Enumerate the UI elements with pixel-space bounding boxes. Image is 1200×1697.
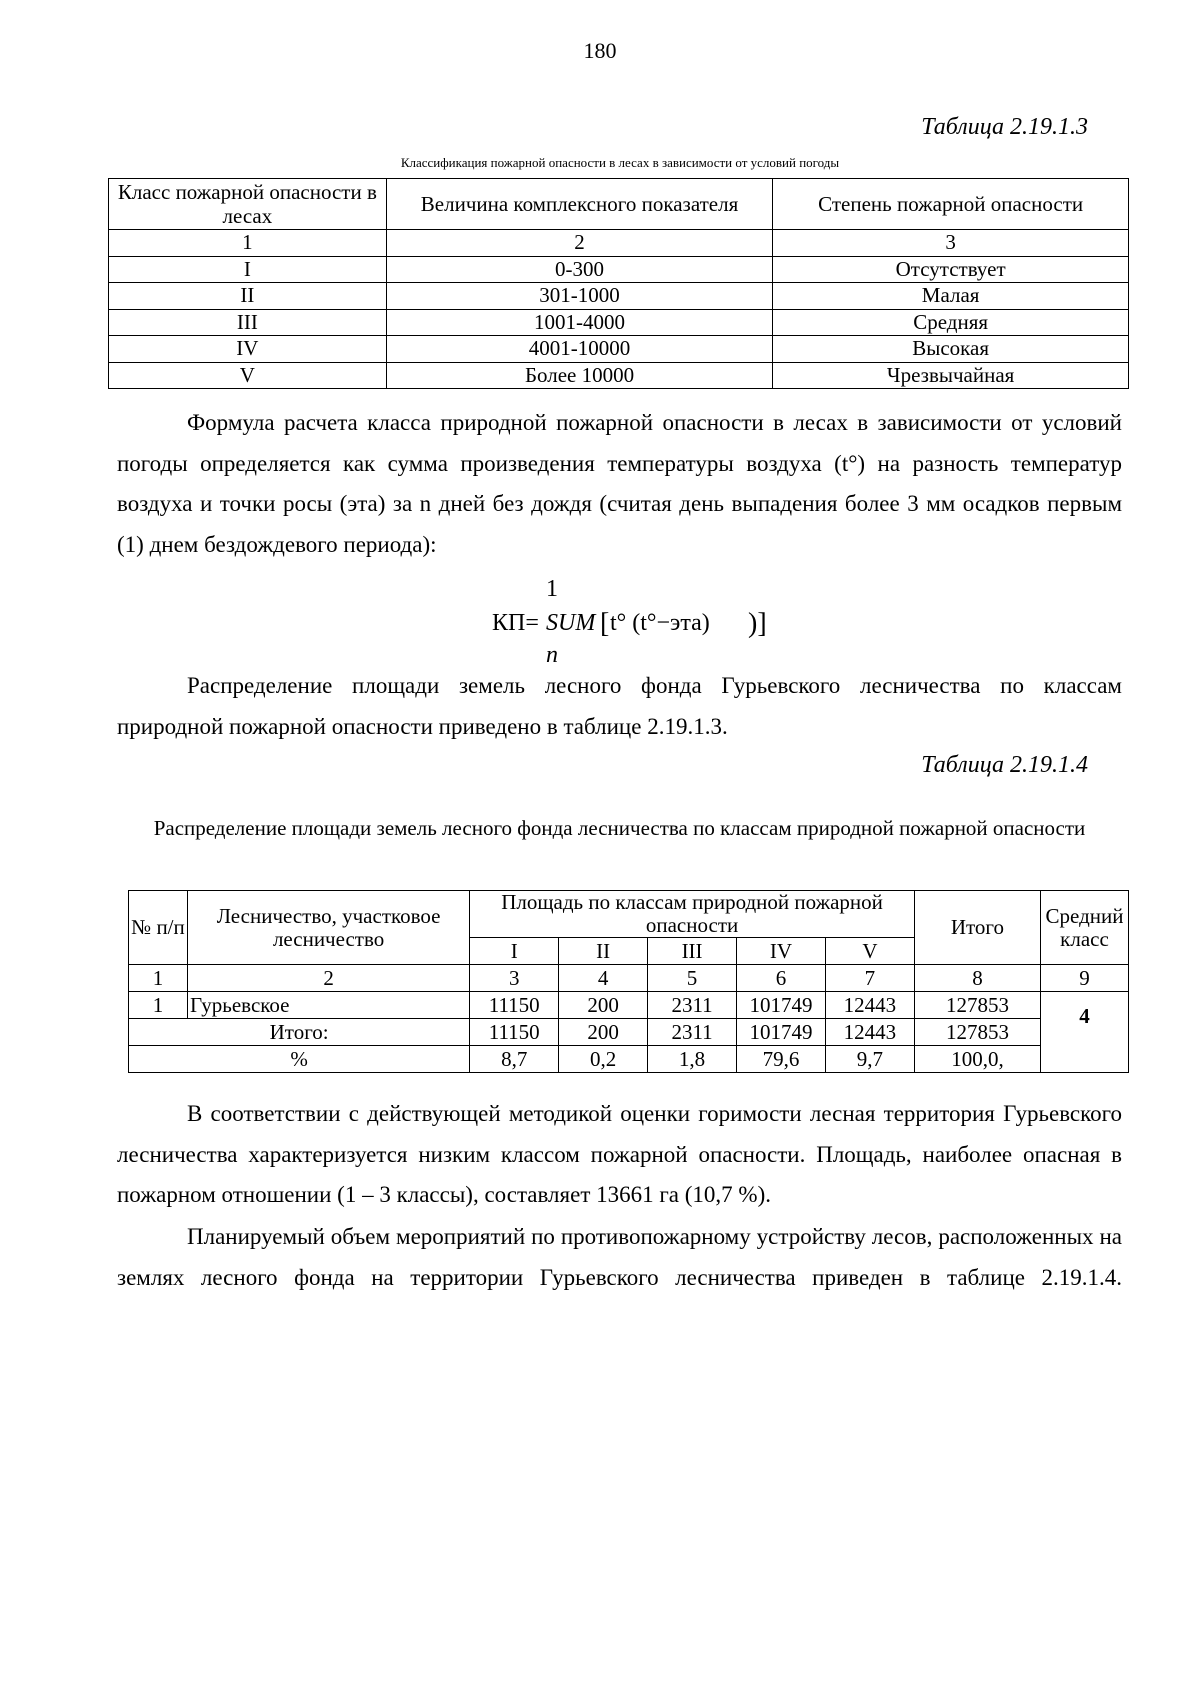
formula-upper-limit: 1 <box>546 576 558 602</box>
t1-cell-index: 301-1000 <box>386 283 772 310</box>
t1-cell-degree: Чрезвычайная <box>773 362 1129 389</box>
t2-row1-class-i: 11150 <box>470 992 559 1019</box>
t2-total-class-iii: 2311 <box>648 1019 737 1046</box>
t2-row1-name: Гурьевское <box>187 992 469 1019</box>
t2-total-class-i: 11150 <box>470 1019 559 1046</box>
table-row <box>129 1046 1129 1073</box>
t2-total-sum: 127853 <box>914 1019 1040 1046</box>
formula-bracket-close: )] <box>748 608 767 639</box>
t2-colnum: 1 <box>129 965 188 992</box>
page-number: 180 <box>583 38 617 63</box>
t1-cell-degree: Высокая <box>773 336 1129 363</box>
t2-total-class-iv: 101749 <box>737 1019 826 1046</box>
t2-row1-class-iii: 2311 <box>648 992 737 1019</box>
t2-row1-num: 1 <box>129 992 188 1019</box>
t1-cell-class: IV <box>109 336 387 363</box>
t2-colnum: 2 <box>187 965 469 992</box>
t2-pct-class-ii: 0,2 <box>559 1046 648 1073</box>
t2-pct-class-iv: 79,6 <box>737 1046 826 1073</box>
t2-header-class-ii: II <box>559 938 648 965</box>
t1-cell-degree: Средняя <box>773 309 1129 336</box>
t2-avg-class: 4 <box>1041 992 1129 1073</box>
t2-row1-class-v: 12443 <box>825 992 914 1019</box>
t1-cell-class: V <box>109 362 387 389</box>
t2-colnum: 4 <box>559 965 648 992</box>
t2-header-num: № п/п <box>129 891 188 965</box>
fire-danger-classification-table <box>108 178 1129 389</box>
t1-cell-degree: Малая <box>773 283 1129 310</box>
t1-cell-index: Более 10000 <box>386 362 772 389</box>
formula-sum: SUM <box>546 610 596 636</box>
t1-colnum: 2 <box>386 230 772 257</box>
t1-header-index: Величина комплексного показателя <box>386 179 772 230</box>
table-row <box>109 283 1129 310</box>
t2-row1-class-iv: 101749 <box>737 992 826 1019</box>
t2-colnum: 5 <box>648 965 737 992</box>
t1-header-class: Класс пожарной опасности в лесах <box>109 179 387 230</box>
paragraph-planned-measures: Планируемый объем мероприятий по противопожарному устройству лесов, расположенных на землях лесного фонда на территории Гурьевского лесничества приведен в таблице 2.19.1.4. <box>117 1224 1122 1290</box>
t2-header-class-v: V <box>825 938 914 965</box>
t2-colnum: 7 <box>825 965 914 992</box>
t1-cell-index: 1001-4000 <box>386 309 772 336</box>
t1-cell-class: III <box>109 309 387 336</box>
t2-pct-class-v: 9,7 <box>825 1046 914 1073</box>
table1-title: Классификация пожарной опасности в лесах в зависимости от условий погоды <box>400 155 840 170</box>
t2-colnum: 9 <box>1041 965 1129 992</box>
t1-cell-index: 0-300 <box>386 256 772 283</box>
t1-cell-class: I <box>109 256 387 283</box>
area-distribution-table <box>128 890 1129 1073</box>
t2-colnum: 6 <box>737 965 826 992</box>
table-row <box>109 336 1129 363</box>
t1-header-degree: Степень пожарной опасности <box>773 179 1129 230</box>
t2-colnum: 8 <box>914 965 1040 992</box>
t2-pct-total: 100,0, <box>914 1046 1040 1073</box>
table2-title: Распределение площади земель лесного фонда лесничества по классам природной пожарной опасности <box>153 816 1086 840</box>
fire-danger-formula <box>492 576 767 670</box>
paragraph-formula-intro: Формула расчета класса природной пожарной опасности в лесах в зависимости от условий погоды определяется как сумма произведения температуры воздуха (t°) на разность температур воздуха и точки росы (эта) за n дней без дождя (считая день выпадения более 3 мм осадков первым (1) днем бездождевого периода): <box>117 410 1122 557</box>
t2-row1-class-ii: 200 <box>559 992 648 1019</box>
t2-pct-label: % <box>129 1046 470 1073</box>
formula-lower-limit: n <box>546 642 558 668</box>
table-row <box>129 992 1129 1019</box>
t2-row1-total: 127853 <box>914 992 1040 1019</box>
formula-lhs: КП= <box>492 610 539 636</box>
t2-header-class-iv: IV <box>737 938 826 965</box>
t2-pct-class-iii: 1,8 <box>648 1046 737 1073</box>
table1-caption: Таблица 2.19.1.3 <box>921 114 1088 140</box>
t2-total-class-ii: 200 <box>559 1019 648 1046</box>
table-row <box>109 309 1129 336</box>
t2-header-name: Лесничество, участковое лесничество <box>187 891 469 965</box>
t2-header-class-iii: III <box>648 938 737 965</box>
table-row <box>109 256 1129 283</box>
paragraph-distribution: Распределение площади земель лесного фонда Гурьевского лесничества по классам природной пожарной опасности приведено в таблице 2.19.1.3. <box>117 673 1122 739</box>
t2-pct-class-i: 8,7 <box>470 1046 559 1073</box>
t1-cell-class: II <box>109 283 387 310</box>
t1-cell-index: 4001-10000 <box>386 336 772 363</box>
table-row <box>129 1019 1129 1046</box>
t1-cell-degree: Отсутствует <box>773 256 1129 283</box>
formula-bracket-open: [ <box>600 608 610 639</box>
table-row <box>109 362 1129 389</box>
table2-caption: Таблица 2.19.1.4 <box>921 752 1088 778</box>
t2-total-label: Итого: <box>129 1019 470 1046</box>
t2-total-class-v: 12443 <box>825 1019 914 1046</box>
t2-colnum: 3 <box>470 965 559 992</box>
t2-header-area: Площадь по классам природной пожарной опасности <box>470 891 915 938</box>
t1-colnum: 1 <box>109 230 387 257</box>
paragraph-assessment: В соответствии с действующей методикой оценки горимости лесная территория Гурьевского лесничества характеризуется низким классом пожарной опасности. Площадь, наиболее опасная в пожарном отношении (1 – 3 классы), составляет 13661 га (10,7 %). <box>117 1101 1122 1207</box>
formula-body: t° (t°−эта) <box>610 610 710 636</box>
t1-colnum: 3 <box>773 230 1129 257</box>
t2-header-avg: Средний класс <box>1041 891 1129 965</box>
t2-header-class-i: I <box>470 938 559 965</box>
t2-header-total: Итого <box>914 891 1040 965</box>
